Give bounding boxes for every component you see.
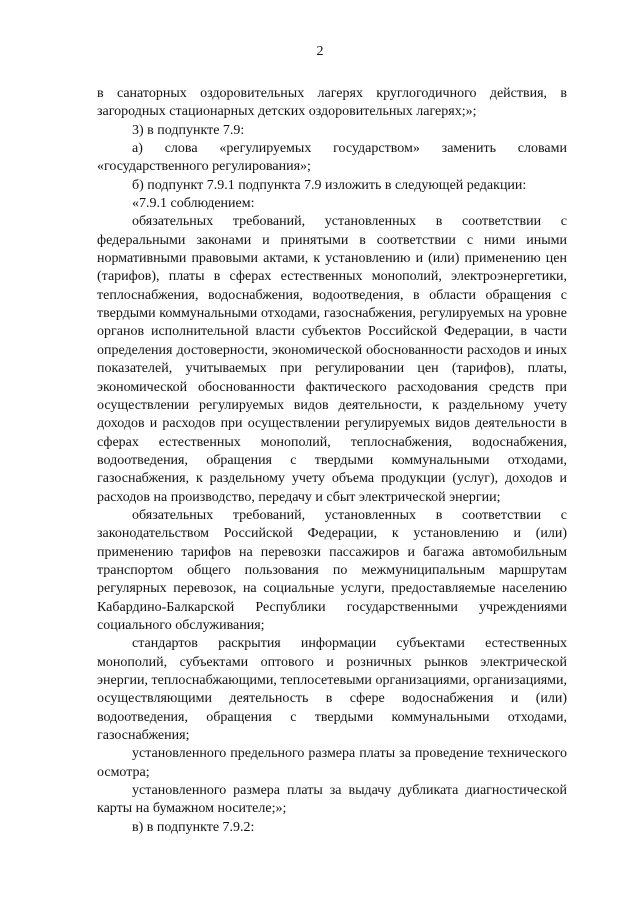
paragraph-11: в) в подпункте 7.9.2: xyxy=(132,819,255,835)
paragraph-3: а) слова «регулируемых государством» заменить словами «государственного регулирования»; xyxy=(97,141,567,175)
paragraph-8: стандартов раскрытия информации субъектами естественных монополий, субъектами оптового и розничных рынков электрической энергии, теплоснабжающими, теплосетевыми организациями, организациями, осуществляющими деятельность в сфере водоснабжения и (или) водоотведения, обращения с твердыми коммунальными отходами, газоснабжения; xyxy=(97,636,567,744)
paragraph-2: 3) в подпункте 7.9: xyxy=(132,122,245,138)
paragraph-5: «7.9.1 соблюдением: xyxy=(132,196,255,212)
paragraph-4: б) подпункт 7.9.1 подпункта 7.9 изложить в следующей редакции: xyxy=(132,177,527,193)
paragraph-9: установленного предельного размера платы за проведение технического осмотра; xyxy=(97,746,567,780)
paragraph-7: обязательных требований, установленных в соответствии с законодательством Российской Федерации, к установлению и (или) применению тарифов на перевозки пассажиров и багажа автомобильным транспортом общего пользования по межмуниципальным маршрутам регулярных перевозок, на социальные услуги, предоставляемые населению Кабардино-Балкарской Республики государственными учреждениями социального обслуживания; xyxy=(97,507,567,633)
paragraph-6: обязательных требований, установленных в соответствии с федеральными законами и принятыми в соответствии с ними иными нормативными правовыми актами, к установлению и (или) применению цен (тарифов), платы в сферах естественных монополий, электроэнергетики, теплоснабжения, водоснабжения, водоотведения, в области обращения с твердыми коммунальными отходами, газоснабжения, регулируемых на уровне органов исполнительной власти субъектов Российской Федерации, в части определения достоверности, экономической обоснованности расходов и иных показателей, учитываемых при регулировании цен (тарифов), платы, экономической обоснованности фактического расходования средств при осуществлении регулируемых видов деятельности, к раздельному учету доходов и расходов при осуществлении регулируемых видов деятельности в сферах естественных монополий, теплоснабжения, водоснабжения, водоотведения, обращения с твердыми коммунальными отходами, газоснабжения, к раздельному учету объема продукции (услуг), доходов и расходов на производство, передачу и сбыт электрической энергии; xyxy=(97,214,567,505)
paragraph-10: установленного размера платы за выдачу дубликата диагностической карты на бумажном носителе;»; xyxy=(97,783,567,817)
paragraph-1: в санаторных оздоровительных лагерях круглогодичного действия, в загородных стационарных детских оздоровительных лагерях;»; xyxy=(97,86,567,120)
page-number: 2 xyxy=(316,44,324,59)
document-body xyxy=(97,85,567,837)
